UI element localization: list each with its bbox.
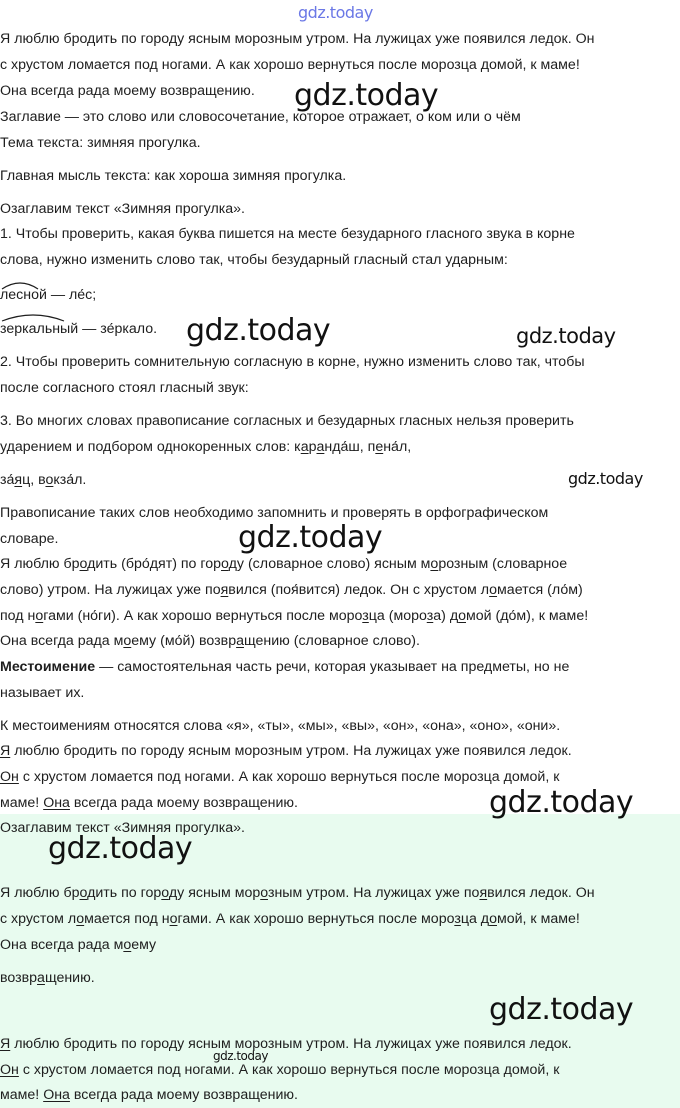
text-fragment: ца д [460, 911, 490, 927]
underlined-letter: о [123, 937, 132, 953]
text-line [0, 1061, 559, 1079]
text-fragment: нда́ш, п [324, 439, 376, 455]
watermark: gdz.today [213, 1049, 268, 1063]
text-line: с хрустом ломается под ногами. А как хорошо вернуться после морозца домой, к маме! [0, 57, 580, 73]
text-fragment: ду (словарное слово) ясным м [228, 556, 431, 572]
underlined-letter: о [458, 608, 466, 624]
text-fragment: гами. А как хорошо вернуться после моро [177, 911, 455, 927]
underlined-letter: о [79, 885, 88, 901]
underlined-letter: а [236, 633, 244, 649]
text-line: Озаглавим текст «Зимняя прогулка». [0, 201, 245, 217]
text-fragment: Я люблю бр [0, 556, 80, 572]
definition-line [0, 658, 569, 676]
text-fragment: зным утром. На лужицах уже по [267, 885, 480, 901]
text-fragment: люблю бродить по городу ясным морозным утром. На лужицах уже появился ледок. [10, 1036, 572, 1052]
watermark: gdz.today [186, 313, 331, 348]
text-fragment: ьный — зе́ркало. [44, 321, 158, 337]
underlined-letter: я [14, 472, 23, 488]
text-line: К местоимениям относятся слова «я», «ты», «мы», «вы», «он», «она», «оно», «они». [0, 718, 561, 734]
underlined-letter: о [161, 885, 169, 901]
text-line: 1. Чтобы проверить, какая буква пишется на месте безударного гласного звука в корне [0, 226, 575, 242]
text-fragment: под н [0, 608, 36, 624]
underlined-letter: о [430, 556, 439, 572]
text-fragment: розным (словарное [438, 556, 568, 572]
underlined-letter: е [375, 439, 384, 455]
watermark: gdz.today [489, 785, 634, 820]
underlined-letter: о [489, 582, 498, 598]
text-fragment: — самостоятельная часть речи, которая указывает на предметы, но не [95, 659, 570, 675]
underlined-letter: Он [0, 1062, 19, 1078]
text-line [0, 581, 583, 599]
text-fragment: а) д [433, 608, 459, 624]
text-fragment: Она всегда рада м [0, 937, 124, 953]
text-fragment: вился ледок. Он [487, 885, 595, 901]
text-fragment: ему (мо́й) возвр [131, 633, 237, 649]
text-fragment: с хрустом ломается под ногами. А как хорошо вернуться после морозца домой, к [18, 1062, 560, 1078]
text-fragment: вился (поя́вится) ледок. Он с хрустом л [228, 582, 490, 598]
underlined-letter: о [169, 911, 178, 927]
text-fragment: щению. [44, 970, 95, 986]
text-fragment: гами (но́ги). А как хорошо вернуться после моро [43, 608, 363, 624]
text-line: Заглавие — это слово или словосочетание, которое отражает, о ком или о чём [0, 109, 521, 125]
text-fragment: возвр [0, 970, 38, 986]
underlined-letter: я [479, 885, 488, 901]
underlined-letter: з [426, 608, 434, 624]
text-fragment: маме! [0, 795, 44, 811]
text-line [0, 607, 588, 625]
text-line [0, 742, 572, 760]
underlined-letter: о [45, 472, 54, 488]
text-line: словаре. [0, 531, 59, 547]
text-fragment: ца (моро [368, 608, 427, 624]
watermark: gdz.today [516, 324, 616, 348]
watermark: gdz.today [48, 831, 193, 866]
text-fragment: ему [131, 937, 157, 953]
underlined-letter: о [221, 556, 229, 572]
underlined-letter: Я [0, 1036, 11, 1052]
text-fragment: Я люблю бр [0, 885, 80, 901]
text-line [0, 555, 567, 573]
text-fragment: всегда рада моему возвращению. [69, 795, 298, 811]
underlined-letter: о [489, 911, 497, 927]
word-root: лес [0, 287, 24, 303]
example-word-line [0, 286, 96, 304]
text-line: Озаглавим текст «Зимняя прогулка». [0, 820, 245, 836]
underlined-letter: о [79, 556, 88, 572]
underlined-letter: о [76, 911, 85, 927]
underlined-letter: Она [43, 1087, 70, 1103]
word-root: зеркал [0, 321, 45, 337]
text-fragment: мой (до́м), к маме! [466, 608, 589, 624]
text-fragment: маме! [0, 1087, 44, 1103]
text-fragment: с хрустом л [0, 911, 77, 927]
text-line [0, 1086, 298, 1104]
text-line: после согласного стоял гласный звук: [0, 380, 249, 396]
text-line [0, 1035, 572, 1053]
text-fragment: ударением и подбором однокоренных слов: к [0, 439, 301, 455]
definition-term: Местоимение [0, 659, 96, 675]
underlined-letter: о [35, 608, 44, 624]
text-line [0, 936, 156, 954]
text-fragment: ц, в [22, 472, 46, 488]
text-line: Главная мысль текста: как хороша зимняя прогулка. [0, 168, 347, 184]
text-line [0, 768, 559, 786]
text-line [0, 794, 298, 812]
underlined-letter: а [300, 439, 309, 455]
underlined-letter: з [454, 911, 461, 927]
underlined-letter: з [362, 608, 369, 624]
watermark: gdz.today [294, 78, 439, 113]
text-line [0, 910, 580, 928]
watermark: gdz.today [489, 992, 634, 1027]
underlined-letter: о [123, 633, 132, 649]
text-fragment: на́л, [383, 439, 412, 455]
text-line [0, 969, 95, 987]
text-line: Я люблю бродить по городу ясным морозным утром. На лужицах уже появился ледок. Он [0, 31, 595, 47]
text-fragment: ду ясным мор [168, 885, 261, 901]
text-line: называет их. [0, 685, 85, 701]
text-fragment: мается (ло́м) [497, 582, 583, 598]
text-line [0, 884, 595, 902]
text-line: Правописание таких слов необходимо запомнить и проверять в орфографическом [0, 505, 549, 521]
text-fragment: щению (словарное слово). [243, 633, 420, 649]
underlined-letter: Я [0, 743, 11, 759]
text-fragment: дить (бро́дят) по гор [87, 556, 222, 572]
text-fragment: мой, к маме! [496, 911, 580, 927]
underlined-letter: а [37, 970, 45, 986]
watermark: gdz.today [298, 3, 373, 22]
underlined-letter: а [316, 439, 325, 455]
watermark: gdz.today [568, 469, 643, 488]
text-line: Она всегда рада моему возвращению. [0, 83, 255, 99]
text-fragment: ной — ле́с; [23, 287, 97, 303]
text-fragment: р [308, 439, 317, 455]
text-fragment: кза́л. [53, 472, 87, 488]
underlined-letter: я [220, 582, 229, 598]
text-line [0, 632, 420, 650]
text-fragment: дить по гор [87, 885, 162, 901]
text-fragment: с хрустом ломается под ногами. А как хорошо вернуться после морозца домой, к [18, 769, 560, 785]
underlined-letter: Она [43, 795, 70, 811]
watermark: gdz.today [238, 520, 383, 555]
example-word-line [0, 320, 157, 338]
text-line [0, 438, 411, 456]
text-line: 3. Во многих словах правописание согласных и безударных гласных нельзя проверить [0, 413, 574, 429]
text-line: слова, нужно изменить слово так, чтобы безударный гласный стал ударным: [0, 252, 508, 268]
text-line: Тема текста: зимняя прогулка. [0, 135, 201, 151]
text-line: 2. Чтобы проверить сомнительную согласную в корне, нужно изменить слово так, чтобы [0, 354, 585, 370]
text-line [0, 471, 86, 489]
text-fragment: за́ [0, 472, 15, 488]
text-fragment: всегда рада моему возвращению. [69, 1087, 298, 1103]
text-fragment: люблю бродить по городу ясным морозным утром. На лужицах уже появился ледок. [10, 743, 572, 759]
text-fragment: Она всегда рада м [0, 633, 124, 649]
text-fragment: мается под н [84, 911, 170, 927]
underlined-letter: о [260, 885, 268, 901]
text-fragment: слово) утром. На лужицах уже по [0, 582, 221, 598]
underlined-letter: Он [0, 769, 19, 785]
